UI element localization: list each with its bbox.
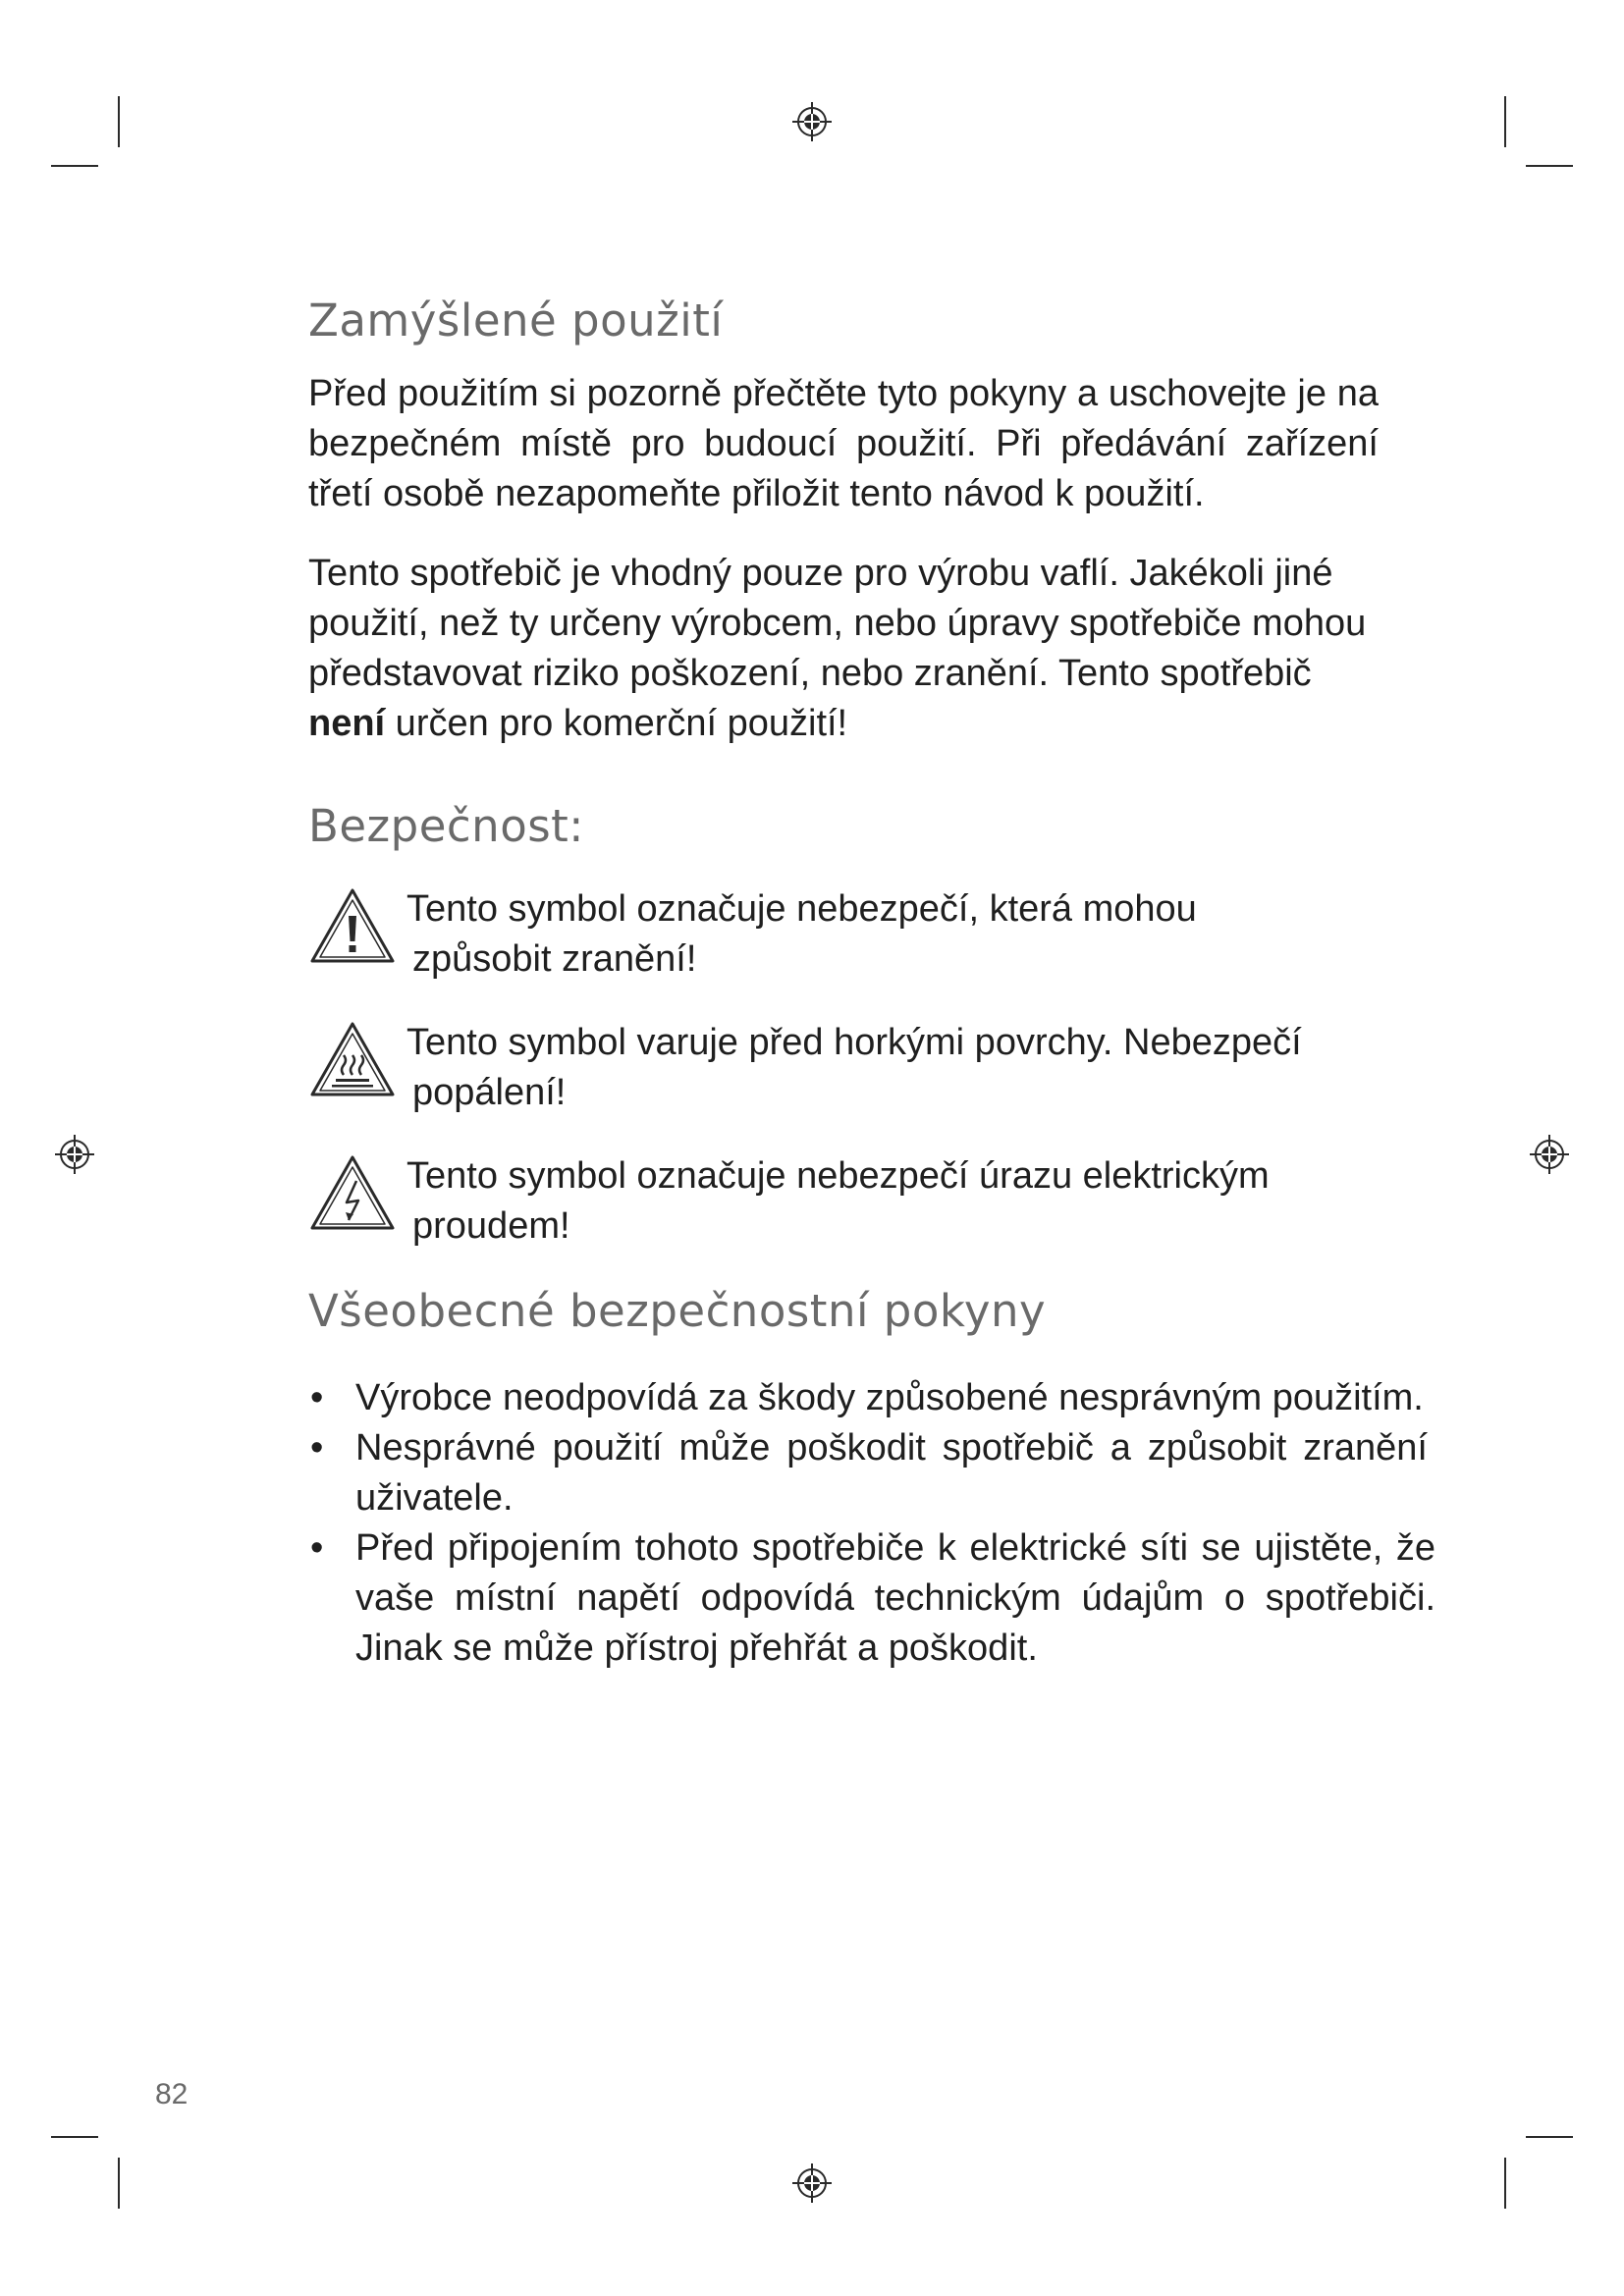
warning-line-1: Tento symbol označuje nebezpečí úrazu elektrickým <box>406 1155 1270 1197</box>
list-item-text: Nesprávné použití může poškodit spotřebič a způsobit zranění uživatele. <box>355 1427 1428 1519</box>
intended-use-paragraph-1: Před použitím si pozorně přečtěte tyto pokyny a uschovejte je na bezpečném místě pro budoucí použití. Při předávání zařízení třetí osobě nezapomeňte přiložit tento návod k použití. <box>308 373 1379 514</box>
registration-mark-icon <box>790 2162 834 2205</box>
page-number: 82 <box>155 2078 189 2110</box>
crop-mark-bottom-right-horizontal <box>1526 2136 1573 2138</box>
bullet-dot: • <box>310 1427 324 1468</box>
crop-mark-bottom-left-horizontal <box>51 2136 98 2138</box>
registration-mark-icon <box>1528 1133 1571 1176</box>
crop-mark-top-right-vertical <box>1504 96 1506 147</box>
general-safety-list <box>308 1373 1435 1674</box>
warning-text-injury <box>406 884 1393 985</box>
list-item <box>308 1423 1428 1523</box>
bullet-dot: • <box>310 1377 324 1418</box>
crop-mark-bottom-left-vertical <box>118 2158 120 2209</box>
exclamation-warning-icon <box>308 886 397 967</box>
crop-mark-top-right-horizontal <box>1526 165 1573 167</box>
section-title-general-safety: Všeobecné bezpečnostní pokyny <box>308 1285 1047 1337</box>
electric-shock-warning-icon <box>308 1153 397 1234</box>
registration-mark-icon <box>790 100 834 143</box>
list-item-text: Před připojením tohoto spotřebiče k elektrické síti se ujistěte, že vaše místní napětí odpovídá technickým údajům o spotřebiči. Jinak se může přístroj přehřát a poškodit. <box>355 1527 1435 1669</box>
hot-surface-warning-icon <box>308 1020 397 1100</box>
warning-line-1: Tento symbol označuje nebezpečí, která mohou <box>406 888 1197 930</box>
list-item <box>308 1373 1428 1423</box>
warning-line-1: Tento symbol varuje před horkými povrchy. Nebezpečí <box>406 1022 1302 1063</box>
section-title-intended-use: Zamýšlené použití <box>308 294 724 347</box>
warning-line-2: proudem! <box>412 1205 570 1247</box>
list-item <box>308 1523 1435 1674</box>
crop-mark-top-left-horizontal <box>51 165 98 167</box>
crop-mark-top-left-vertical <box>118 96 120 147</box>
page-content <box>308 294 1435 1674</box>
warning-line-2: způsobit zranění! <box>412 938 697 980</box>
registration-mark-icon <box>53 1133 96 1176</box>
paragraph-2-bold-word: není <box>308 703 386 744</box>
warning-line-2: popálení! <box>412 1072 567 1113</box>
warning-row-electric-shock <box>308 1151 1428 1252</box>
paragraph-2-text-after: určen pro komerční použití! <box>385 703 848 744</box>
warning-text-hot-surface <box>406 1018 1393 1118</box>
intended-use-paragraph-2 <box>308 549 1388 749</box>
crop-mark-bottom-right-vertical <box>1504 2158 1506 2209</box>
paragraph-2-text-before: Tento spotřebič je vhodný pouze pro výrobu vaflí. Jakékoli jiné použití, než ty určeny výrobcem, nebo úpravy spotřebiče mohou představovat riziko poškození, nebo zranění. Tento spotřebič <box>308 553 1367 694</box>
warning-text-electric-shock <box>406 1151 1393 1252</box>
bullet-dot: • <box>310 1527 324 1569</box>
warning-row-injury <box>308 884 1428 985</box>
section-title-safety: Bezpečnost: <box>308 800 584 852</box>
warning-row-hot-surface <box>308 1018 1428 1118</box>
list-item-text: Výrobce neodpovídá za škody způsobené nesprávným použitím. <box>355 1377 1424 1418</box>
